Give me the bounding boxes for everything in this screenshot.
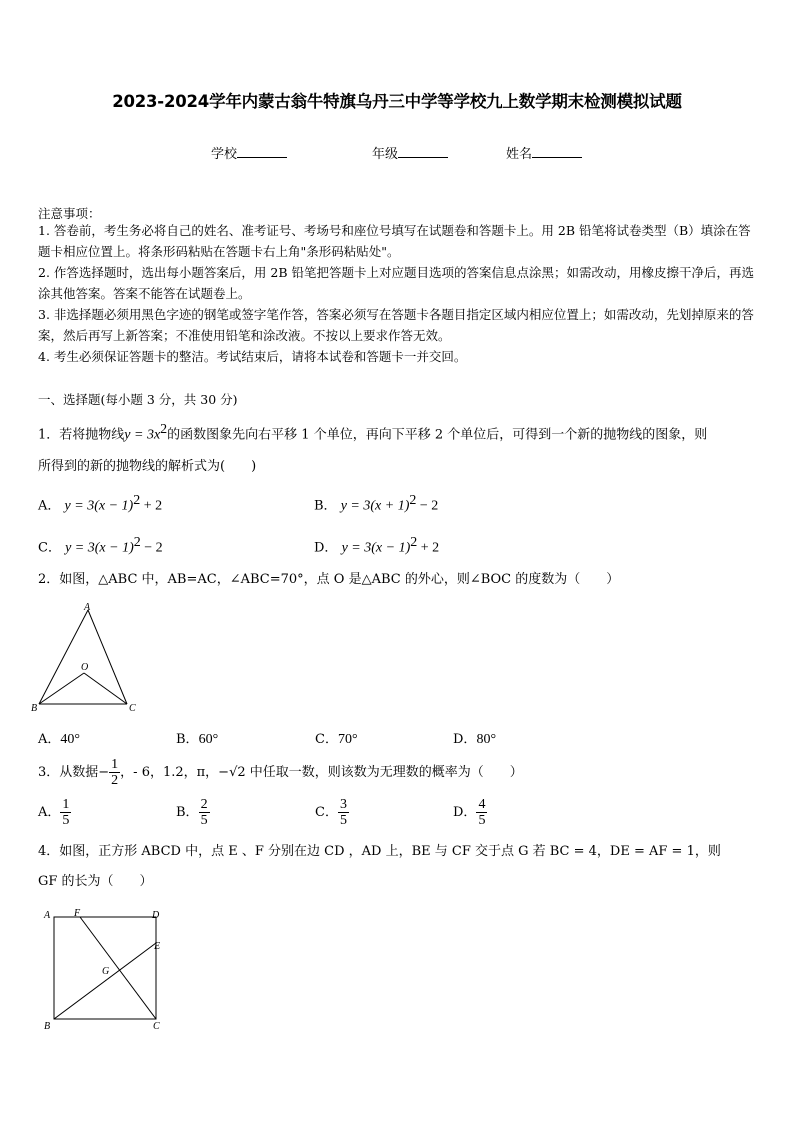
fraction-numerator: 3: [339, 797, 347, 812]
option-label: A．: [38, 805, 61, 820]
label-d: D: [152, 910, 160, 921]
fraction-numerator: 1: [62, 797, 70, 812]
option-expression: y = 3(x − 1): [64, 498, 134, 514]
fraction-one-half: [109, 757, 120, 788]
question-1-option-a[interactable]: [38, 493, 162, 514]
option-fraction: [476, 797, 487, 828]
section-heading: 一、选择题(每小题 3 分，共 30 分): [38, 392, 238, 407]
grade-blank: [398, 146, 448, 158]
option-expression-tail: − 2: [140, 540, 163, 556]
page-title: 2023-2024学年内蒙古翁牛特旗乌丹三中学等学校九上数学期末检测模拟试题: [112, 92, 682, 111]
question-2-text: 2．如图，△ABC 中，AB=AC，∠ABC=70°，点 O 是△ABC 的外心，则∠BOC 的度数为（ ）: [38, 572, 620, 587]
option-expression-tail: − 2: [416, 498, 439, 514]
option-expression: y = 3(x + 1): [340, 498, 410, 514]
option-value: 60°: [198, 732, 219, 747]
option-expression: y = 3(x − 1): [341, 540, 411, 556]
question-3-option-c[interactable]: [315, 797, 349, 828]
question-2-option-a[interactable]: [38, 728, 80, 748]
question-3-option-b[interactable]: [176, 797, 210, 828]
note-item-2: 2. 作答选择题时，选出每小题答案后，用 2B 铅笔把答题卡上对应题目选项的答案信息点涂黑；如需改动，用橡皮擦干净后，再选涂其他答案。答案不能答在试题卷上。: [38, 265, 754, 301]
option-label: C．: [315, 805, 338, 820]
fraction-denominator: 5: [200, 813, 208, 828]
fraction-denominator: 2: [111, 773, 119, 788]
note-item-4: 4. 考生必须保证答题卡的整洁。考试结束后，请将本试卷和答题卡一并交回。: [38, 349, 467, 364]
option-value: 80°: [476, 732, 497, 747]
question-1-option-c[interactable]: [38, 535, 163, 556]
fraction-denominator: 5: [62, 813, 70, 828]
segment-cf: [80, 917, 156, 1019]
option-label: B．: [176, 805, 199, 820]
option-label: D．: [453, 732, 477, 747]
question-1-number: 1．若将抛物线: [38, 427, 125, 443]
edge-ab: [39, 610, 88, 704]
option-exponent: 2: [409, 493, 417, 508]
notes-heading: 注意事项：: [38, 206, 101, 221]
label-f: F: [74, 908, 81, 919]
option-label: D．: [314, 540, 338, 556]
edge-bo: [39, 673, 84, 704]
question-3-text: [38, 757, 523, 788]
note-item-3: 3. 非选择题必须用黑色字迹的钢笔或签字笔作答，答案必须写在答题卡各题目指定区域内相应位置上；如需改动，先划掉原来的答案，然后再写上新答案；不准使用铅笔和涂改液。不按以上要求作答无效。: [38, 307, 754, 343]
option-value: 70°: [337, 732, 358, 747]
label-e: E: [154, 941, 161, 952]
option-label: C．: [38, 540, 61, 556]
option-fraction: [199, 797, 210, 828]
triangle-figure: [30, 600, 142, 715]
option-value: 40°: [60, 732, 80, 747]
option-exponent: 2: [133, 535, 141, 550]
fraction-denominator: 5: [339, 813, 347, 828]
question-1-option-d[interactable]: [314, 535, 439, 556]
grade-field: [372, 143, 448, 162]
grade-label: 年级: [372, 147, 399, 162]
question-1-expression: y = 3x: [124, 427, 161, 443]
label-a: A: [84, 602, 91, 613]
label-c: C: [129, 703, 136, 714]
question-1-line-1: [38, 420, 707, 445]
label-b: B: [31, 703, 38, 714]
label-o: O: [81, 662, 89, 673]
label-g: G: [102, 966, 110, 977]
segment-be: [54, 943, 156, 1019]
option-fraction: [60, 797, 71, 828]
question-3-prefix: 3．从数据−: [38, 765, 110, 780]
question-4-line-1: 4．如图，正方形 ABCD 中，点 E 、F 分别在边 CD ，AD 上，BE 与 CF 交于点 G 若 BC = 4，DE = AF = 1，则: [38, 844, 721, 859]
name-field: [506, 143, 582, 162]
question-1-line-2: 所得到的新的抛物线的解析式为( ): [38, 459, 257, 474]
fraction-numerator: 2: [200, 797, 208, 812]
question-3-option-d[interactable]: [453, 797, 487, 828]
question-2-option-b[interactable]: [176, 728, 218, 748]
note-item-1: 1. 答卷前，考生务必将自己的姓名、准考证号、考场号和座位号填写在试题卷和答题卡上。用 2B 铅笔将试卷类型（B）填涂在答题卡相应位置上。将条形码粘贴在答题卡右上角"条形码粘贴处"。: [38, 223, 751, 259]
option-label: D．: [453, 805, 477, 820]
question-1-option-b[interactable]: [314, 493, 438, 514]
fraction-numerator: 1: [111, 757, 119, 772]
school-label: 学校: [211, 147, 238, 162]
option-label: B．: [314, 498, 337, 514]
school-field: [211, 143, 287, 162]
label-c: C: [153, 1021, 160, 1032]
option-exponent: 2: [410, 535, 418, 550]
square-figure: [36, 905, 171, 1033]
question-1-exponent: 2: [160, 422, 168, 437]
fraction-denominator: 5: [478, 813, 486, 828]
option-fraction: [338, 797, 349, 828]
option-label: A．: [38, 732, 61, 747]
option-expression: y = 3(x − 1): [65, 540, 134, 556]
question-4-line-2: GF 的长为（ ）: [38, 874, 153, 889]
question-2-option-d[interactable]: [453, 728, 496, 748]
option-label: A．: [38, 498, 61, 514]
option-expression-tail: + 2: [417, 540, 440, 556]
question-1-text: 的函数图象先向右平移 1 个单位，再向下平移 2 个单位后，可得到一个新的抛物线的图象，则: [167, 427, 708, 443]
name-label: 姓名: [506, 147, 533, 162]
option-label: B．: [176, 732, 199, 747]
option-exponent: 2: [133, 493, 141, 508]
label-b: B: [44, 1021, 51, 1032]
question-3-body: ，- 6，1.2，π，−√2 中任取一数，则该数为无理数的概率为（ ）: [120, 765, 523, 780]
option-expression-tail: + 2: [140, 498, 163, 514]
fraction-numerator: 4: [478, 797, 486, 812]
label-a: A: [44, 910, 51, 921]
question-3-option-a[interactable]: [38, 797, 71, 828]
option-label: C．: [315, 732, 338, 747]
school-blank: [237, 146, 287, 158]
question-2-option-c[interactable]: [315, 728, 358, 748]
name-blank: [532, 146, 582, 158]
